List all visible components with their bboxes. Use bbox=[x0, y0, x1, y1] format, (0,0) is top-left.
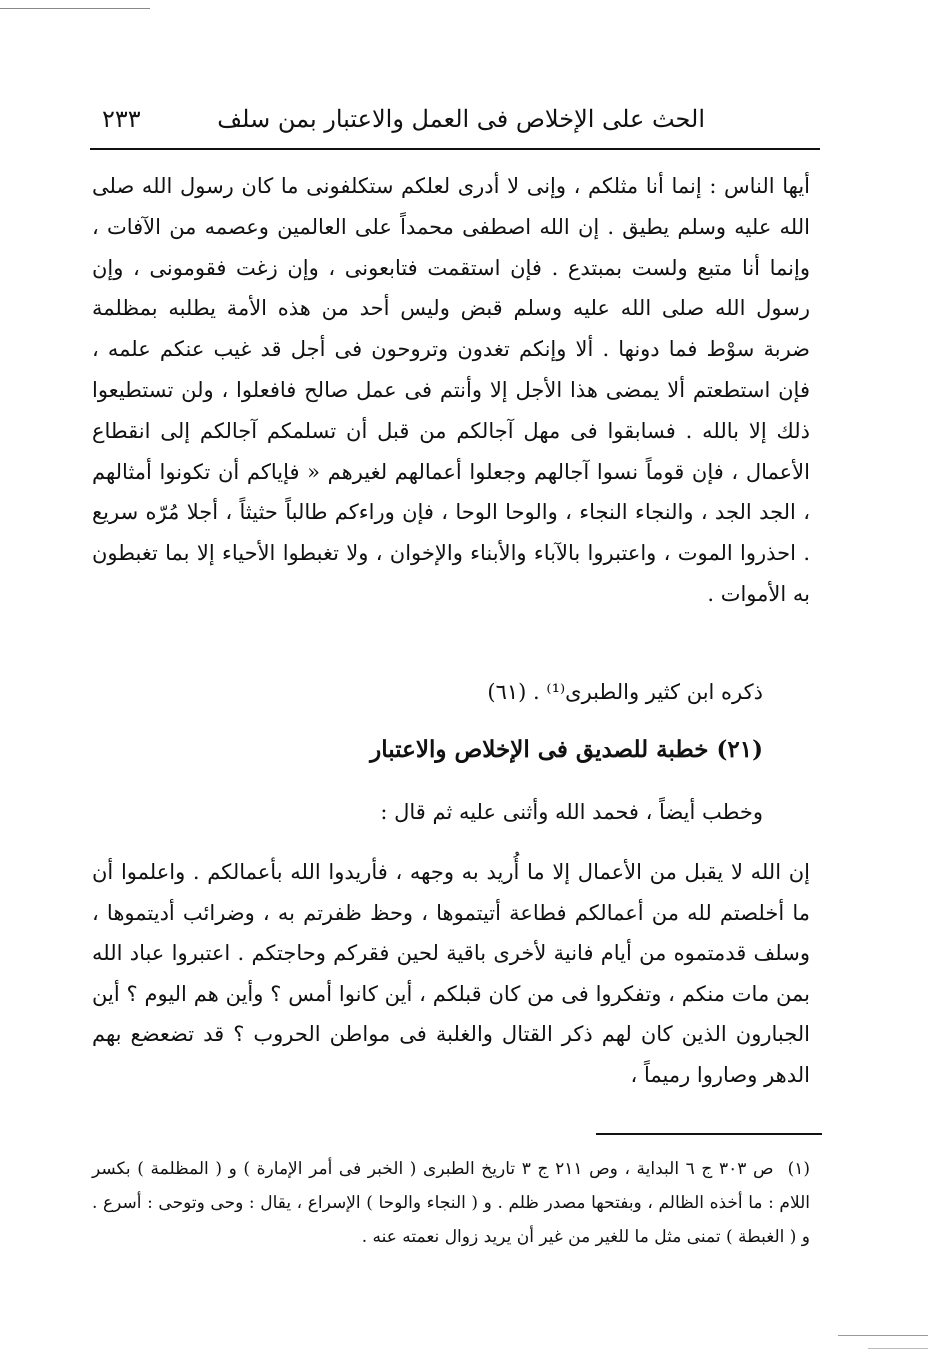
footnote-separator bbox=[596, 1133, 822, 1135]
source-citation: ذكره ابن كثير والطبرى⁽¹⁾ . (٦١) bbox=[487, 680, 763, 704]
page-edge-line bbox=[868, 1348, 928, 1349]
section-heading: (٢١) خطبة للصديق فى الإخلاص والاعتبار bbox=[370, 736, 763, 763]
running-title: الحث على الإخلاص فى العمل والاعتبار بمن سلف bbox=[217, 105, 705, 133]
footnote bbox=[92, 1152, 810, 1254]
page-edge-line bbox=[838, 1335, 928, 1336]
intro-line: وخطب أيضاً ، فحمد الله وأثنى عليه ثم قال : bbox=[380, 800, 763, 824]
page-header bbox=[90, 96, 820, 150]
page-edge-line bbox=[0, 8, 150, 9]
footnote-marker: (١) bbox=[787, 1159, 810, 1179]
paragraph-sermon-2: إن الله لا يقبل من الأعمال إلا ما أُريد به وجهه ، فأريدوا الله بأعمالكم . واعلموا أن ما أخلصتم لله من أعمالكم فطاعة أتيتموها ، وحظ ظفرتم به ، وضرائب أديتموها ، وسلف قدمتموه من أيام فانية لأخرى باقية لحين فقركم وحاجتكم . اعتبروا عباد الله بمن مات منكم ، وتفكروا فى من كان قبلكم ، أين كانوا أمس ؟ وأين هم اليوم ؟ أين الجبارون الذين كان لهم ذكر القتال والغلبة فى مواطن الحروب ؟ قد تضعضع بهم الدهر وصاروا رميماً ، bbox=[92, 860, 810, 1087]
page-number: ٢٣٣ bbox=[102, 105, 141, 133]
footnote-text: ص ٣٠٣ ج ٦ البداية ، وص ٢١١ ج ٣ تاريخ الطبرى ( الخبر فى أمر الإمارة ) و ( المظلمة ) بكسر اللام : ما أخذه الظالم ، وبفتحها مصدر ظلم . و ( النجاء والوحا ) الإسراع ، يقال : وحى وتوحى : أسرع . و ( الغبطة ) تمنى مثل ما للغير من غير أن يريد زوال نعمته عنه . bbox=[92, 1159, 810, 1247]
paragraph-sermon-1: أيها الناس : إنما أنا مثلكم ، وإنى لا أدرى لعلكم ستكلفونى ما كان رسول الله صلى الله عليه وسلم يطيق . إن الله اصطفى محمداً على العالمين وعصمه من الآفات ، وإنما أنا متبع ولست بمبتدع . فإن استقمت فتابعونى ، وإن زغت فقومونى ، وإن رسول الله صلى الله عليه وسلم قبض وليس أحد من هذه الأمة يطلبه بمظلمة ضربة سوْط فما دونها . ألا وإنكم تغدون وتروحون فى أجل قد غيب عنكم علمه ، فإن استطعتم ألا يمضى هذا الأجل إلا وأنتم فى عمل صالح فافعلوا ، ولن تستطيعوا ذلك إلا بالله . فسابقوا فى مهل آجالكم من قبل أن تسلمكم آجالكم إلى انقطاع الأعمال ، فإن قوماً نسوا آجالهم وجعلوا أعمالهم لغيرهم « فإياكم أن تكونوا أمثالهم ، الجد الجد ، والنجاء النجاء ، والوحا الوحا ، فإن وراءكم طالباً حثيثاً ، أجلا مُرّه سريع . احذروا الموت ، واعتبروا بالآباء والأبناء والإخوان ، ولا تغبطوا الأحياء إلا بما تغبطون به الأموات . bbox=[92, 174, 810, 606]
